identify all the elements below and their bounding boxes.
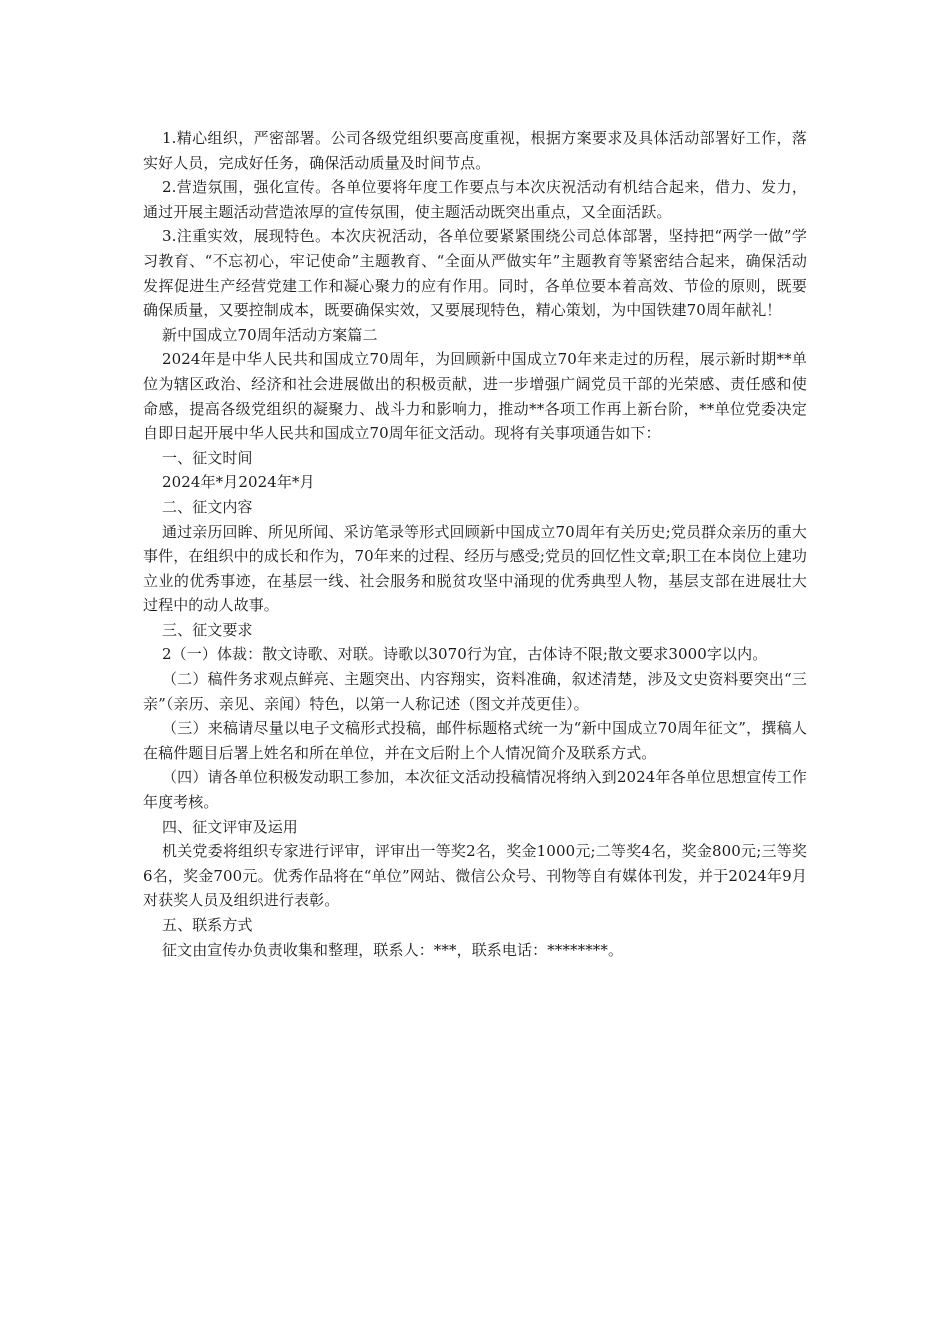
section-title: 新中国成立70周年活动方案篇二 (162, 325, 378, 344)
content-paragraph: 通过亲历回眸、所见所闻、采访笔录等形式回顾新中国成立70周年有关历史;党员群众亲历的重大事件，在组织中的成长和作为，70年来的过程、经历与感受;党员的回忆性文章;职工在本岗位上建功立业的优秀事迹，在基层一线、社会服务和脱贫攻坚中涌现的优秀典型人物，基层支部在进展壮大过程中的动人故事。 (143, 522, 807, 615)
heading-requirements: 三、征文要求 (162, 620, 253, 639)
paragraph-3: 3.注重实效，展现特色。本次庆祝活动，各单位要紧紧围绕公司总体部署，坚持把“两学一做”学习教育、“不忘初心，牢记使命”主题教育、“全面从严做实年”主题教育等紧密结合起来，确保活动发挥促进生产经营党建工作和凝心聚力的应有作用。同时，各单位要本着高效、节俭的原则，既要确保质量，又要控制成本，既要确保实效，又要展现特色，精心策划，为中国铁建70周年献礼！ (143, 227, 807, 320)
heading-time: 一、征文时间 (162, 448, 253, 467)
review-paragraph: 机关党委将组织专家进行评审，评审出一等奖2名，奖金1000元;二等奖4名，奖金800元;三等奖6名，奖金700元。优秀作品将在“单位”网站、微信公众号、刊物等自有媒体刊发，并于2024年9月对获奖人员及组织进行表彰。 (143, 842, 807, 910)
requirement-1: 2（一）体裁：散文诗歌、对联。诗歌以3070行为宜，古体诗不限;散文要求3000字以内。 (162, 645, 768, 664)
time-value: 2024年*月2024年*月 (162, 473, 315, 492)
intro-paragraph: 2024年是中华人民共和国成立70周年，为回顾新中国成立70年来走过的历程，展示新时期**单位为辖区政治、经济和社会进展做出的积极贡献，进一步增强广阔党员干部的光荣感、责任感和使命感，提高各级党组织的凝聚力、战斗力和影响力，推动**各项工作再上新台阶，**单位党委决定自即日起开展中华人民共和国成立70周年征文活动。现将有关事项通告如下： (143, 350, 807, 443)
paragraph-2: 2.营造氛围，强化宣传。各单位要将年度工作要点与本次庆祝活动有机结合起来，借力、发力，通过开展主题活动营造浓厚的宣传氛围，使主题活动既突出重点，又全面活跃。 (143, 178, 807, 221)
requirement-2: （二）稿件务求观点鲜亮、主题突出、内容翔实，资料准确，叙述清楚，涉及文史资料要突出“三亲”（亲历、亲见、亲闻）特色，以第一人称记述（图文并茂更佳）。 (143, 670, 807, 713)
requirement-4: （四）请各单位积极发动职工参加，本次征文活动投稿情况将纳入到2024年各单位思想宣传工作年度考核。 (143, 768, 807, 812)
requirement-3: （三）来稿请尽量以电子文稿形式投稿，邮件标题格式统一为“新中国成立70周年征文”，撰稿人在稿件题目后署上姓名和所在单位，并在文后附上个人情况简介及联系方式。 (143, 719, 807, 762)
heading-contact: 五、联系方式 (162, 916, 253, 934)
contact-paragraph: 征文由宣传办负责收集和整理，联系人：***，联系电话：********。 (162, 940, 624, 959)
paragraph-1: 1.精心组织，严密部署。公司各级党组织要高度重视，根据方案要求及具体活动部署好工作，落实好人员，完成好任务，确保活动质量及时间节点。 (143, 129, 807, 172)
document-body (143, 126, 807, 962)
heading-content: 二、征文内容 (162, 497, 253, 516)
heading-review: 四、征文评审及运用 (162, 817, 298, 836)
